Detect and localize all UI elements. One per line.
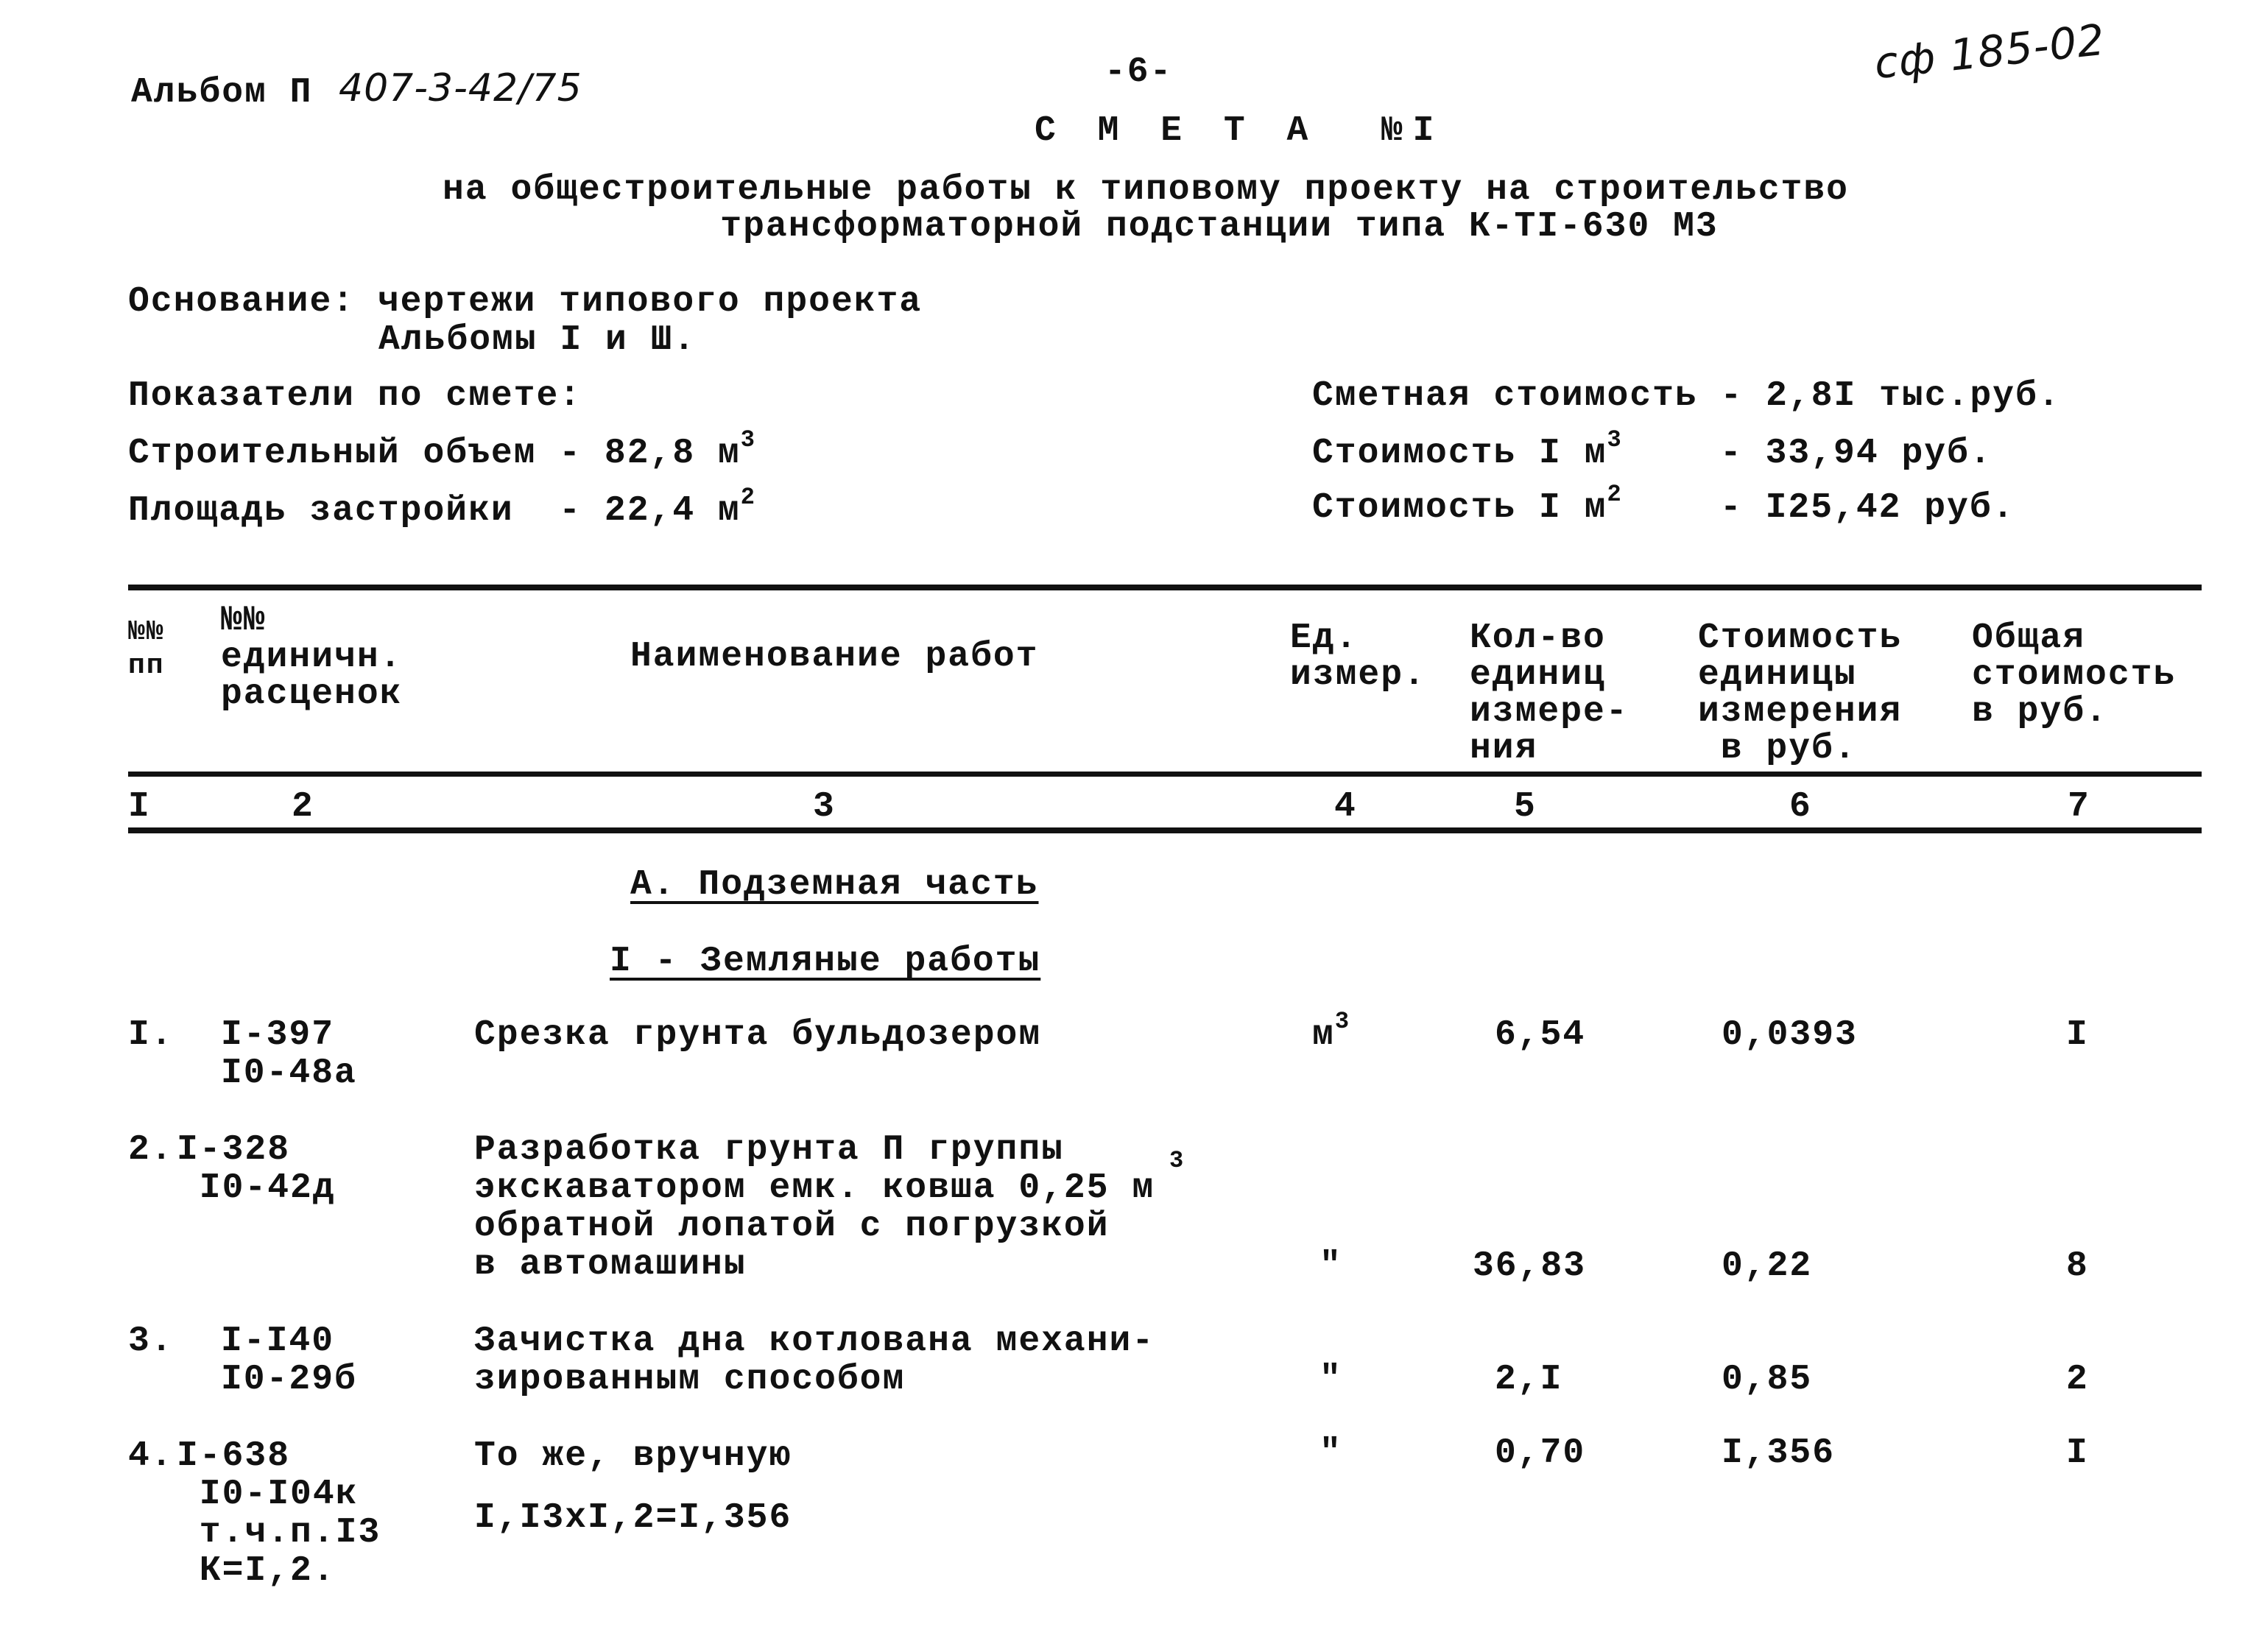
unit-cost: I,356 <box>1722 1433 1836 1473</box>
cost-formula: I,I3хI,2=I,356 <box>474 1498 792 1538</box>
document-title: С М Е Т А №I <box>1035 111 1445 151</box>
row-number: 2. <box>128 1130 174 1170</box>
subtitle-line-1: на общестроительные работы к типовому проекту на строительство <box>443 170 1849 210</box>
column-number-7: 7 <box>2068 787 2090 827</box>
header-rate-code: №№ единичн. расценок <box>221 601 403 714</box>
unit-ditto: " <box>1320 1246 1342 1286</box>
column-number-3: 3 <box>813 787 836 827</box>
column-number-1: I <box>128 787 151 827</box>
rate-code: I-I40 I0-29б <box>221 1321 357 1399</box>
cost-per-m2-value: - I25,42 руб. <box>1720 488 2015 528</box>
cost-per-m3-label: Стоимость I $м^3$ <box>1312 426 1623 473</box>
work-name: Зачистка дна котлована механи- зированным способом <box>474 1321 1155 1399</box>
work-name: Разработка грунта П группы экскаватором емк. ковша 0,25 м обратной лопатой с погрузкой в автомашины <box>474 1130 1155 1285</box>
album-prefix: Альбом П <box>131 73 313 113</box>
total-cost: 2 <box>2066 1360 2089 1399</box>
unit: $м^3$ <box>1312 1008 1351 1055</box>
quantity: 0,70 <box>1495 1433 1586 1473</box>
building-area: Площадь застройки - 22,4 $м^2$ <box>128 484 756 531</box>
section-heading: А. Подземная часть <box>630 865 1039 905</box>
rate-code: I-638 I0-I04к т.ч.п.I3 К=I,2. <box>177 1436 381 1591</box>
unit-cost: 0,0393 <box>1722 1015 1858 1055</box>
page-number: -6- <box>1104 52 1173 92</box>
column-number-2: 2 <box>292 787 314 827</box>
header-total-cost: Общая стоимость в руб. <box>1972 618 2177 732</box>
album-number-handwritten: 407-3-42/75 <box>339 66 582 110</box>
column-number-5: 5 <box>1514 787 1537 827</box>
column-number-4: 4 <box>1334 787 1357 827</box>
row-number: 4. <box>128 1436 174 1476</box>
header-row-number: №№ пп <box>128 616 165 682</box>
subtitle-line-2: трансформаторной подстанции типа К-ТI-630 М3 <box>720 207 1719 247</box>
quantity: 6,54 <box>1495 1015 1586 1055</box>
unit-ditto: " <box>1320 1360 1342 1399</box>
unit-superscript: 3 <box>1169 1147 1185 1174</box>
work-name: Срезка грунта бульдозером <box>474 1015 1042 1055</box>
cost-per-m2-label: Стоимость I $м^2$ <box>1312 481 1623 528</box>
header-unit: Ед. измер. <box>1290 618 1426 695</box>
row-number: 3. <box>128 1321 174 1361</box>
estimated-cost: Сметная стоимость - 2,8I тыс.руб. <box>1312 376 2061 416</box>
cost-per-m3-value: - 33,94 руб. <box>1720 434 1993 473</box>
subsection-heading: I - Земляные работы <box>610 942 1041 981</box>
header-rule <box>128 772 2202 777</box>
column-numbers-rule <box>128 827 2202 833</box>
table-top-rule <box>128 585 2202 590</box>
total-cost: 8 <box>2066 1246 2089 1286</box>
total-cost: I <box>2066 1015 2089 1055</box>
rate-code: I-397 I0-48а <box>221 1015 357 1093</box>
indicators-heading: Показатели по смете: <box>128 376 582 416</box>
building-volume: Строительный объем - 82,8 $м^3$ <box>128 426 756 473</box>
unit-cost: 0,22 <box>1722 1246 1813 1286</box>
work-name: То же, вручную <box>474 1436 792 1476</box>
rate-code: I-328 I0-42д <box>177 1130 336 1208</box>
header-unit-cost: Стоимость единицы измерения в руб. <box>1698 618 1903 769</box>
total-cost: I <box>2066 1433 2089 1473</box>
row-number: I. <box>128 1015 174 1055</box>
quantity: 2,I <box>1495 1360 1563 1399</box>
quantity: 36,83 <box>1473 1246 1587 1286</box>
column-number-6: 6 <box>1789 787 1812 827</box>
header-work-name: Наименование работ <box>630 637 1039 677</box>
header-quantity: Кол-во единиц измере- ния <box>1470 618 1629 769</box>
unit-cost: 0,85 <box>1722 1360 1813 1399</box>
document-code-handwritten: сф 185-02 <box>1872 14 2108 89</box>
basis-line-2: Альбомы I и Ш. <box>378 320 697 360</box>
unit-ditto: " <box>1320 1433 1342 1473</box>
basis-line-1: Основание: чертежи типового проекта <box>128 282 923 322</box>
